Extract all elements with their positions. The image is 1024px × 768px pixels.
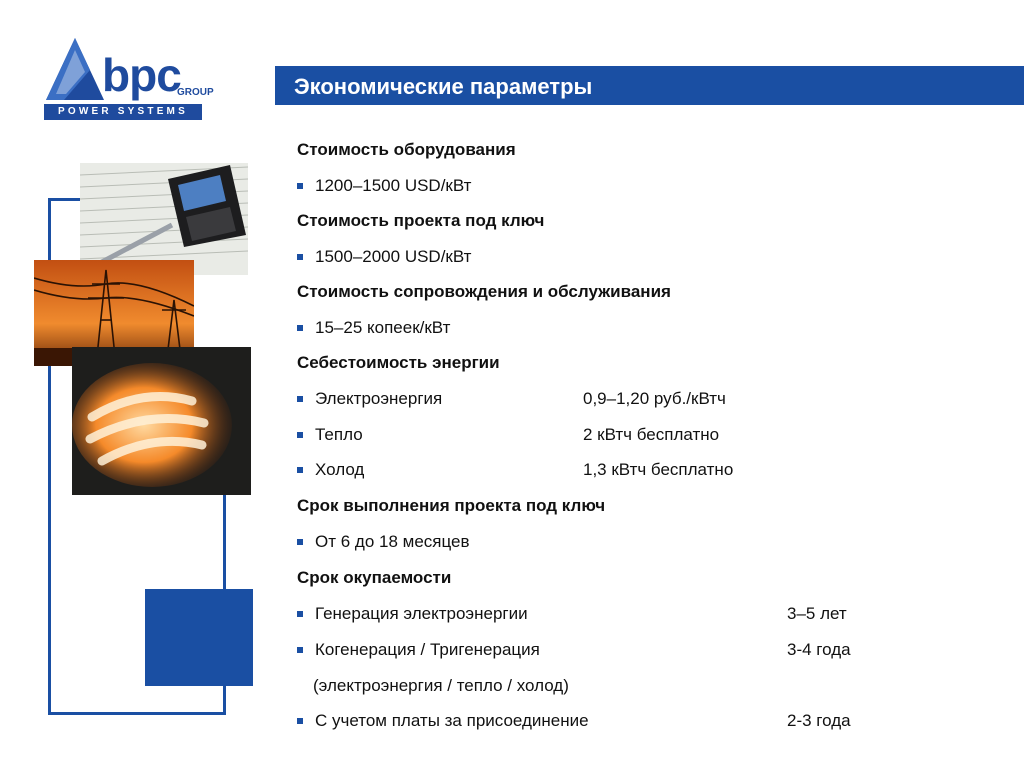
section-heading-equipment-cost: Стоимость оборудования <box>297 140 516 159</box>
section-heading-turnkey-cost: Стоимость проекта под ключ <box>297 211 545 230</box>
item-value: 0,9–1,20 руб./кВтч <box>583 389 726 408</box>
item-label: Генерация электроэнергии <box>315 604 528 623</box>
bullet-icon <box>297 325 303 331</box>
page-title: Экономические параметры <box>294 74 593 99</box>
photo-phone-documents <box>80 163 248 275</box>
section-heading-energy-cost: Себестоимость энергии <box>297 353 500 372</box>
item-label: Электроэнергия <box>315 389 443 408</box>
section-heading-turnkey-duration: Срок выполнения проекта под ключ <box>297 496 606 515</box>
item-label: Когенерация / Тригенерация <box>315 640 540 659</box>
section-heading-maintenance-cost: Стоимость сопровождения и обслуживания <box>297 282 671 301</box>
frame-line-bottom <box>48 712 226 715</box>
bullet-icon <box>297 432 303 438</box>
triangle-logo-icon <box>44 36 106 102</box>
bullet-icon <box>297 647 303 653</box>
bullet-icon <box>297 396 303 402</box>
item-value: 3-4 года <box>787 640 851 659</box>
item-value: 1,3 кВтч бесплатно <box>583 460 734 479</box>
item-note: (электроэнергия / тепло / холод) <box>313 676 569 695</box>
bullet-icon <box>297 611 303 617</box>
frame-line-top <box>48 198 82 201</box>
bullet-icon <box>297 467 303 473</box>
bullet-icon <box>297 718 303 724</box>
item-label: Холод <box>315 460 365 479</box>
item-label: 15–25 копеек/кВт <box>315 318 451 337</box>
logo-tagline: POWER SYSTEMS <box>44 104 202 120</box>
item-value: 2 кВтч бесплатно <box>583 425 720 444</box>
bpc-logo <box>44 36 214 124</box>
item-label: 1200–1500 USD/кВт <box>315 176 472 195</box>
bullet-icon <box>297 183 303 189</box>
item-label: 1500–2000 USD/кВт <box>315 247 472 266</box>
logo-group: GROUP <box>177 87 214 98</box>
item-label: От 6 до 18 месяцев <box>315 532 470 551</box>
bullet-icon <box>297 539 303 545</box>
logo-brand: bpc <box>102 49 181 101</box>
bullet-icon <box>297 254 303 260</box>
item-value: 2-3 года <box>787 711 851 730</box>
section-heading-payback: Срок окупаемости <box>297 568 452 587</box>
title-bar <box>275 66 1024 105</box>
decorative-square <box>145 589 253 686</box>
item-value: 3–5 лет <box>787 604 847 623</box>
item-label: С учетом платы за присоединение <box>315 711 589 730</box>
item-label: Тепло <box>315 425 363 444</box>
photo-energy-bulb <box>72 347 251 495</box>
